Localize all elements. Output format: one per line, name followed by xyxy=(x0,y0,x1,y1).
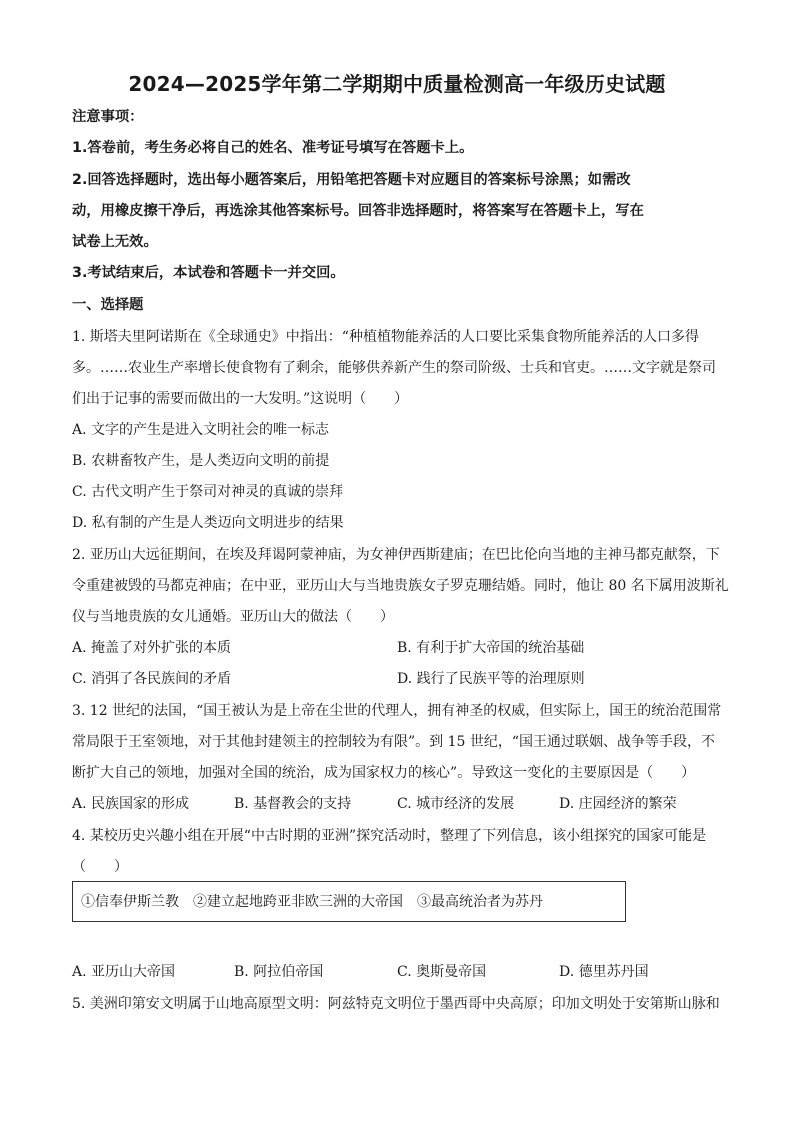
q1-option-d: D. 私有制的产生是人类迈向文明进步的结果 xyxy=(72,515,344,531)
q1-option-a: A. 文字的产生是进入文明社会的唯一标志 xyxy=(72,422,330,438)
note-item-3: 3.考试结束后，本试卷和答题卡一并交回。 xyxy=(72,265,345,281)
q1-stem-line-3: 们出于记事的需要而做出的一大发明。”这说明（ ） xyxy=(72,391,409,407)
note-item-2: 2.回答选择题时，选出每小题答案后，用铅笔把答题卡对应题目的答案标号涂黑；如需改 xyxy=(72,172,631,188)
q3-stem-line-2: 常局限于王室领地，对于其他封建领主的控制较为有限”。到 15 世纪，“国王通过联姻、战争等手段，不 xyxy=(72,734,716,750)
q4-option-c: C. 奥斯曼帝国 xyxy=(397,964,487,980)
q3-option-b: B. 基督教会的支持 xyxy=(234,796,352,812)
q4-option-b: B. 阿拉伯帝国 xyxy=(234,964,324,980)
q3-option-c: C. 城市经济的发展 xyxy=(397,796,515,812)
q2-option-a: A. 掩盖了对外扩张的本质 xyxy=(72,640,232,656)
q1-option-b: B. 农耕畜牧产生，是人类迈向文明的前提 xyxy=(72,453,330,469)
note-item-1: 1.答卷前，考生务必将自己的姓名、准考证号填写在答题卡上。 xyxy=(72,140,474,156)
q3-option-a: A. 民族国家的形成 xyxy=(72,796,190,812)
note-item-2-end: 试卷上无效。 xyxy=(72,234,158,250)
q4-stem-line-2: （ ） xyxy=(72,859,128,875)
q2-stem-line-2: 令重建被毁的马都克神庙；在中亚，亚历山大与当地贵族女子罗克珊结婚。同时，他让 80 名下属用波斯礼 xyxy=(72,578,729,594)
q2-option-d: D. 践行了民族平等的治理原则 xyxy=(397,671,585,687)
q2-stem-line-1: 2. 亚历山大远征期间，在埃及拜谒阿蒙神庙，为女神伊西斯建庙；在巴比伦向当地的主神马都克献祭，下 xyxy=(72,547,720,563)
q2-option-c: C. 消弭了各民族间的矛盾 xyxy=(72,671,232,687)
q5-stem-line-1: 5. 美洲印第安文明属于山地高原型文明：阿兹特克文明位于墨西哥中央高原；印加文明处于安第斯山脉和 xyxy=(72,996,720,1012)
q1-stem-line-1: 1. 斯塔夫里阿诺斯在《全球通史》中指出：“种植植物能养活的人口要比采集食物所能养活的人口多得 xyxy=(72,329,699,345)
q3-stem-line-1: 3. 12 世纪的法国，“国王被认为是上帝在尘世的代理人，拥有神圣的权威，但实际上，国王的统治范围常 xyxy=(72,703,722,719)
notes-heading: 注意事项： xyxy=(72,109,144,125)
section-heading: 一、选择题 xyxy=(72,297,144,313)
q2-stem-line-3: 仪与当地贵族的女儿通婚。亚历山大的做法（ ） xyxy=(72,609,394,625)
q3-option-d: D. 庄园经济的繁荣 xyxy=(559,796,677,812)
q4-info-text: ①信奉伊斯兰教 ②建立起地跨亚非欧三洲的大帝国 ③最高统治者为苏丹 xyxy=(81,894,543,910)
q3-stem-line-3: 断扩大自己的领地，加强对全国的统治，成为国家权力的核心”。导致这一变化的主要原因是（ ） xyxy=(72,765,696,781)
q1-option-c: C. 古代文明产生于祭司对神灵的真诚的崇拜 xyxy=(72,484,344,500)
q4-info-box xyxy=(72,881,626,922)
exam-title: 2024—2025学年第二学期期中质量检测高一年级历史试题 xyxy=(128,72,666,96)
q4-stem-line-1: 4. 某校历史兴趣小组在开展“中古时期的亚洲”探究活动时，整理了下列信息，该小组探究的国家可能是 xyxy=(72,828,707,844)
note-item-2-cont: 动，用橡皮擦干净后，再选涂其他答案标号。回答非选择题时，将答案写在答题卡上，写在 xyxy=(72,203,644,219)
q1-stem-line-2: 多。……农业生产率增长使食物有了剩余，能够供养新产生的祭司阶级、士兵和官吏。……文字就是祭司 xyxy=(72,360,716,376)
q4-option-d: D. 德里苏丹国 xyxy=(559,964,649,980)
q4-option-a: A. 亚历山大帝国 xyxy=(72,964,176,980)
q2-option-b: B. 有利于扩大帝国的统治基础 xyxy=(397,640,585,656)
